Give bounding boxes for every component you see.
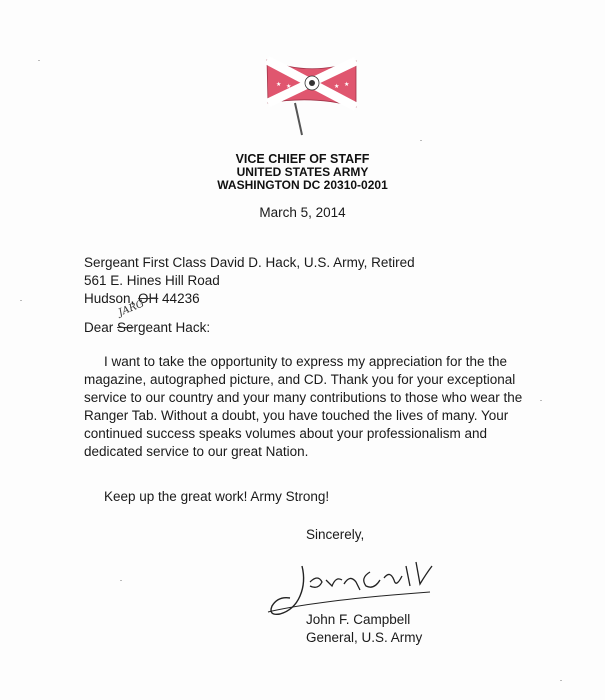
svg-text:★: ★ — [344, 81, 350, 88]
signer-title: General, U.S. Army — [306, 630, 423, 645]
recipient-state: OH — [138, 291, 159, 306]
scan-speck — [38, 60, 40, 61]
letterhead-organization: UNITED STATES ARMY — [236, 165, 369, 179]
letter-date: March 5, 2014 — [259, 205, 346, 220]
salutation-struck-text: Se — [117, 320, 134, 335]
recipient-zip: 44236 — [158, 291, 200, 306]
body-paragraph-1 — [84, 353, 524, 461]
recipient-street: 561 E. Hines Hill Road — [84, 273, 220, 288]
svg-text:★: ★ — [286, 83, 292, 90]
body-paragraph-1-text: I want to take the opportunity to express my appreciation for the the magazine, autographed picture, and CD. Thank you for your exceptional service to our country and your many contributions to those who wear the Ranger Tab. Without a doubt, you have touched the lives of many. Your continued success speaks volumes about your professionalism and dedicated service to our great Nation. — [84, 354, 523, 459]
scan-speck — [540, 400, 542, 401]
recipient-name: Sergeant First Class David D. Hack, U.S. Army, Retired — [84, 255, 415, 270]
scan-speck — [560, 680, 562, 681]
signer-name: John F. Campbell — [306, 612, 411, 627]
closing: Sincerely, — [306, 527, 365, 542]
svg-text:★: ★ — [334, 83, 340, 90]
salutation-prefix: Dear — [84, 320, 118, 335]
body-paragraph-2: Keep up the great work! Army Strong! — [104, 489, 330, 504]
scan-speck — [20, 300, 22, 301]
scan-speck — [120, 580, 122, 581]
letterhead-address: WASHINGTON DC 20310-0201 — [217, 178, 388, 192]
handwritten-correction: JARG — [116, 298, 146, 319]
vice-chief-flag-icon — [262, 55, 362, 140]
recipient-city-name: Hudson, — [84, 291, 139, 306]
scan-speck — [420, 140, 422, 141]
letterhead-office: VICE CHIEF OF STAFF — [235, 152, 370, 166]
salutation-rest: rgeant Hack: — [133, 320, 211, 335]
svg-text:★: ★ — [276, 81, 282, 88]
salutation — [84, 320, 210, 335]
